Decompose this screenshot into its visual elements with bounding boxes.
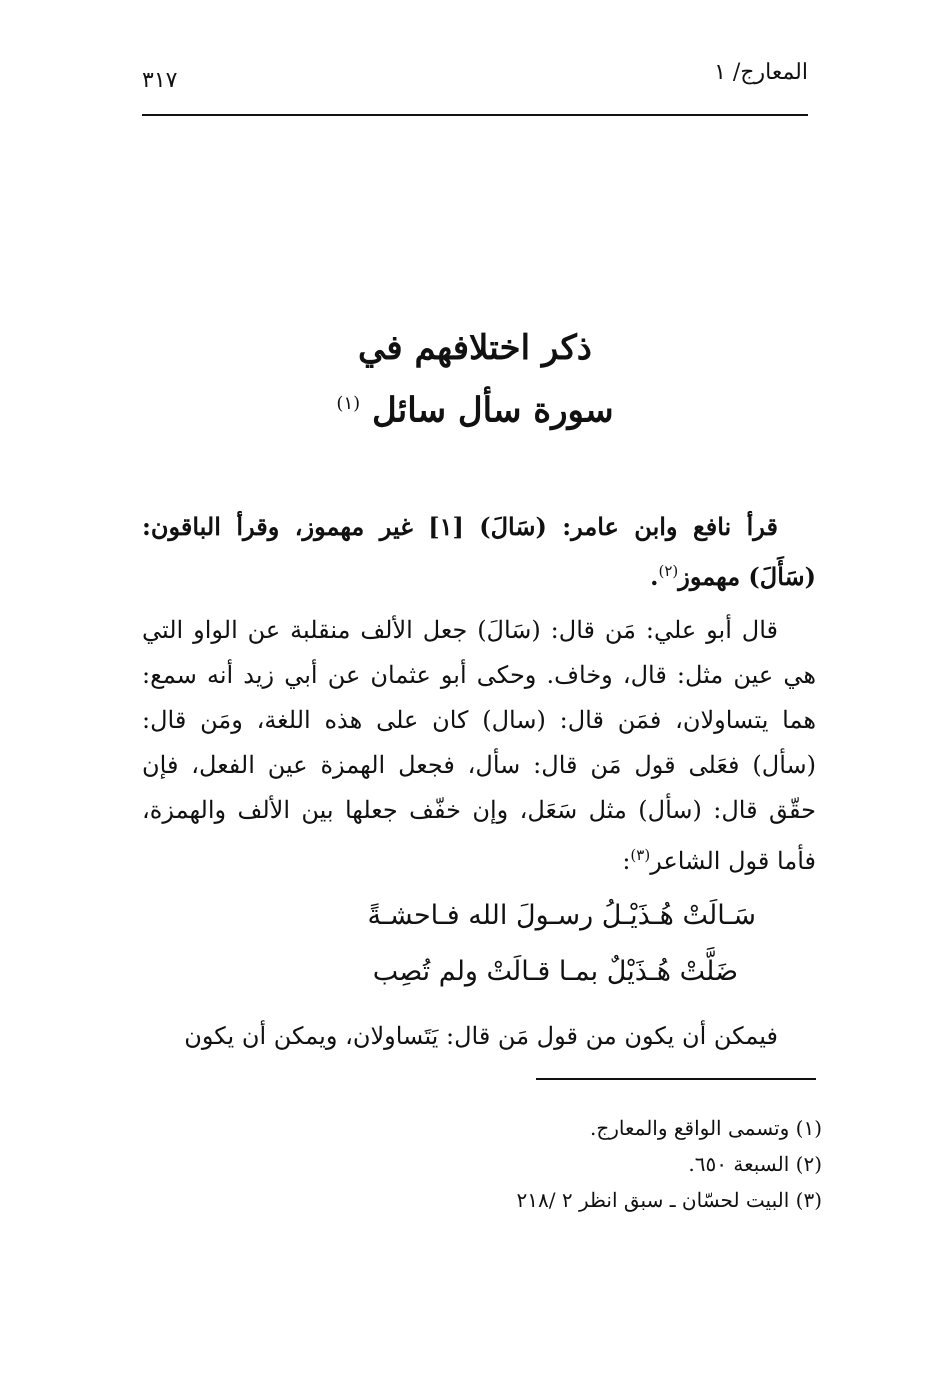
header-rule xyxy=(142,114,808,116)
reading-paragraph-text: قرأ نافع وابن عامر: (سَالَ) [١] غير مهموز، وقرأ الباقون: (سَأَلَ) مهموز xyxy=(142,512,816,591)
footnote-marker-2: (٢) xyxy=(658,562,679,580)
commentary-paragraph-text: قال أبو علي: مَن قال: (سَالَ) جعل الألف منقلبة عن الواو التي هي عين مثل: قال، وخاف. وحكى أبو عثمان عن أبي زيد أنه سمع: هما يتساولان، فمَن قال: (سال) كان على هذه اللغة، ومَن قال: (سأل) فعَلى قول مَن قال: سأل، فجعل الهمزة عين الفعل، فإن حقّق قال: (سأل) مثل سَعَل، وإن خفّف جعلها بين الألف والهمزة، فأما قول الشاعر xyxy=(142,616,816,875)
verse-line-1: سَـالَتْ هُـذَيْـلُ رسـولَ الله فـاحشـةً xyxy=(367,900,756,931)
reading-paragraph xyxy=(142,504,816,599)
continuation-paragraph: فيمكن أن يكون من قول مَن قال: يَتَساولان، ويمكن أن يكون xyxy=(184,1022,778,1050)
page-number: ٣١٧ xyxy=(142,68,178,93)
footnote-marker-3: (٣) xyxy=(630,846,651,864)
footnotes xyxy=(142,1110,822,1218)
running-title: المعارج/ ١ xyxy=(714,60,808,85)
commentary-paragraph xyxy=(142,608,816,884)
heading-footnote-marker: (١) xyxy=(336,393,361,414)
commentary-paragraph-end: : xyxy=(622,847,631,875)
footnote-2: (٢) السبعة ٦٥٠. xyxy=(688,1152,822,1176)
heading-line-2-text: سورة سأل سائل xyxy=(372,390,614,431)
heading-line-1: ذكر اختلافهم في xyxy=(358,328,592,368)
running-header xyxy=(142,56,808,96)
footnote-1: (١) وتسمى الواقع والمعارج. xyxy=(589,1116,822,1140)
footnote-3: (٣) البيت لحسّان ـ سبق انظر ٢ /٢١٨ xyxy=(516,1188,822,1212)
reading-paragraph-end: . xyxy=(650,562,659,591)
heading-line-2 xyxy=(142,376,808,438)
chapter-heading xyxy=(142,320,808,438)
verse-line-2: ضَلَّتْ هُـذَيْلٌ بمـا قـالَتْ ولم تُصِب xyxy=(372,956,738,987)
footnote-rule xyxy=(536,1078,816,1080)
